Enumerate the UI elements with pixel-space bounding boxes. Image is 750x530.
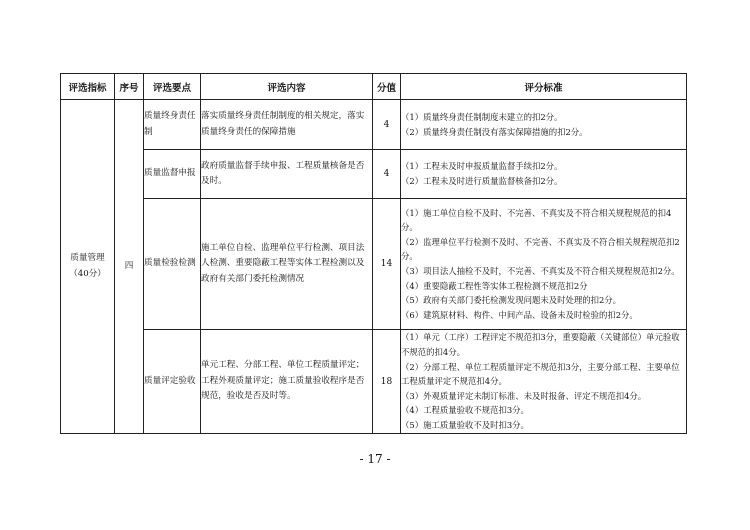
point-cell: 质量终身责任制: [144, 100, 201, 150]
criteria-item: （1）工程未及时申报质量监督手续扣2分。: [401, 161, 563, 172]
point-cell: 质量评定验收: [144, 330, 201, 434]
criteria-item: （3）项目法人抽检不及时，不完善、不真实及不符合相关规程规范扣2分。: [401, 266, 680, 276]
criteria-item: （5）政府有关部门委托检测发现问题未及时处理的扣2分。: [401, 295, 622, 306]
header-point: 评选要点: [144, 74, 201, 100]
header-content: 评选内容: [201, 74, 373, 100]
criteria-item: （3）外观质量评定未制订标准、未及时报备、评定不规范扣4分。: [401, 390, 647, 401]
criteria-item: （2）质量终身责任制没有落实保障措施的扣2分。: [401, 126, 588, 137]
header-seq: 序号: [115, 74, 144, 100]
table-row: [61, 199, 687, 330]
table-row: [61, 100, 687, 150]
score-cell: 4: [373, 150, 401, 199]
point-cell: 质量检验检测: [144, 199, 201, 330]
score-cell: 14: [373, 199, 401, 330]
content-cell: 落实质量终身责任制制度的相关规定，落实质量终身责任的保障措施: [201, 100, 373, 150]
criteria-cell: [401, 330, 687, 434]
header-criteria: 评分标准: [401, 74, 687, 100]
page-number: - 17 -: [359, 452, 391, 466]
content-cell: 单元工程、分部工程、单位工程质量评定；工程外观质量评定；施工质量验收程序是否规范，验收是否及时等。: [201, 330, 373, 434]
content-cell: 施工单位自检、监理单位平行检测、项目法人检测、重要隐蔽工程等实体工程检测以及政府有关部门委托检测情况: [201, 199, 373, 330]
criteria-cell: [401, 150, 687, 199]
criteria-item: （4）重要隐蔽工程性等实体工程检测不规范扣2分: [401, 280, 588, 291]
criteria-item: （2）监理单位平行检测不及时、不完善、不真实及不符合相关规程规范扣2分。: [401, 236, 680, 262]
criteria-item: （4）工程质量验收不规范扣3分。: [401, 405, 529, 416]
indicator-cell: 质量管理 （40分）: [61, 100, 115, 434]
table-header-row: [61, 74, 687, 100]
header-score: 分值: [373, 74, 401, 100]
evaluation-table: [60, 73, 687, 434]
criteria-cell: [401, 199, 687, 330]
criteria-item: （2）分部工程、单位工程质量评定不规范扣3分，主要分部工程、主要单位工程质量评定不规范扣4分。: [401, 361, 680, 387]
criteria-item: （5）施工质量验收不及时扣3分。: [401, 419, 529, 430]
criteria-item: （6）建筑原材料、构件、中间产品、设备未及时检验的扣2分。: [401, 309, 638, 320]
score-cell: 4: [373, 100, 401, 150]
content-cell: 政府质量监督手续申报、工程质量核备是否及时。: [201, 150, 373, 199]
table-row: [61, 330, 687, 434]
criteria-item: （2）工程未及时进行质量监督核备扣2分。: [401, 176, 563, 186]
criteria-item: （1）质量终身责任制制度未建立的扣2分。: [401, 111, 563, 122]
seq-cell: 四: [115, 100, 144, 434]
criteria-item: （1）单元（工序）工程评定不规范扣3分，重要隐蔽（关键部位）单元验收不规范的扣4分。: [401, 332, 680, 358]
criteria-item: （1）施工单位自检不及时、不完善、不真实及不符合相关规程规范的扣4分。: [401, 207, 672, 233]
point-cell: 质量监督申报: [144, 150, 201, 199]
score-cell: 18: [373, 330, 401, 434]
header-indicator: 评选指标: [61, 74, 115, 100]
table-row: [61, 150, 687, 199]
criteria-cell: [401, 100, 687, 150]
